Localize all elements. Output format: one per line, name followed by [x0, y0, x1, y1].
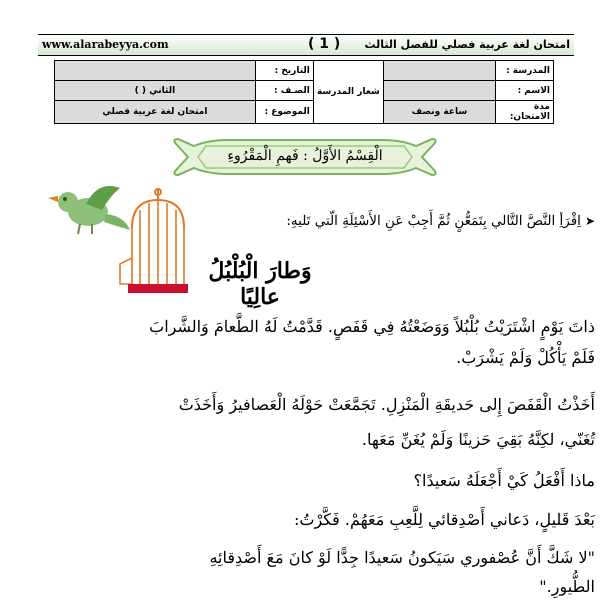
name-label: الاسم : — [496, 81, 554, 101]
subject-label: الموضوع : — [255, 101, 313, 124]
site-url[interactable]: www.alarabeyya.com — [42, 38, 169, 51]
page-header — [38, 34, 574, 56]
story-line: فَلَمْ يَأْكُلْ وَلَمْ يَشْرَبْ. — [456, 348, 595, 367]
name-field[interactable] — [383, 81, 495, 101]
duration-field: ساعة ونصف — [383, 101, 495, 124]
date-label: التاريخ : — [255, 61, 313, 81]
school-field[interactable] — [383, 61, 495, 81]
exam-title: امتحان لغة عربية فصلي للفصل الثالث — [364, 38, 570, 51]
instruction-line — [175, 213, 595, 229]
story-line: ذاتَ يَوْمٍ اشْتَرَيْتُ بُلْبُلاً وَوَضَعْتُهُ فِي قَفَصٍ. قَدَّمْتُ لَهُ الطَّعامَ وَالشَّرابَ — [149, 317, 595, 336]
instruction-text: اِقْرَأِ النَّصَّ التَّالي بِتَمَعُّنٍ ثُمَّ أَجِبْ عَنِ الأَسْئِلَةِ الّتي تَليهِ: — [286, 213, 581, 229]
section-banner — [168, 136, 442, 178]
story-line: الطُّيورِ." — [539, 577, 595, 596]
story-line: بَعْدَ قَليلٍ، دَعاني أَصْدِقائي لِلَّعِبِ مَعَهُمْ. فَكَّرْتُ: — [294, 510, 595, 529]
story-line: أَخَذْتُ الْقَفَصَ إِلى حَديقَةِ الْمَنْزِلِ. تَجَمَّعَتْ حَوْلَهُ الْعَصافيرُ وَأَخَذَتْ — [178, 395, 595, 414]
school-logo-box: شعار المدرسة — [313, 61, 383, 124]
school-label: المدرسة : — [496, 61, 554, 81]
class-label: الصـف : — [255, 81, 313, 101]
duration-label: مدة الامتحان: — [496, 101, 554, 124]
story-line: تُغَنّي، لكِنَّهُ بَقِيَ حَزينًا وَلَمْ يُغَنِّ مَعَها. — [361, 430, 595, 449]
subject-field: امتحان لغة عربية فصلي — [55, 101, 256, 124]
class-field[interactable]: الثاني ( ) — [55, 81, 256, 101]
date-field[interactable] — [55, 61, 256, 81]
story-line: "لا شَكَّ أَنَّ عُصْفوري سَيَكونُ سَعيدًا جِدًّا لَوْ كانَ مَعَ أَصْدِقائِهِ — [209, 548, 595, 567]
story-line: ماذا أَفْعَلُ كَيْ أَجْعَلَهُ سَعيدًا؟ — [413, 471, 595, 490]
page-number: ( 1 ) — [308, 36, 341, 52]
arrow-bullet-icon: ➤ — [584, 214, 595, 228]
exam-info-table — [54, 60, 554, 124]
bird-cage-icon — [118, 188, 198, 298]
section-title: الْقِسْمُ الأَوَّلُ : فَهمِ الْمَقْرُوءِ — [227, 148, 383, 164]
story-title: وَطارَ الْبُلْبُلُ عالِيًا — [208, 258, 312, 310]
